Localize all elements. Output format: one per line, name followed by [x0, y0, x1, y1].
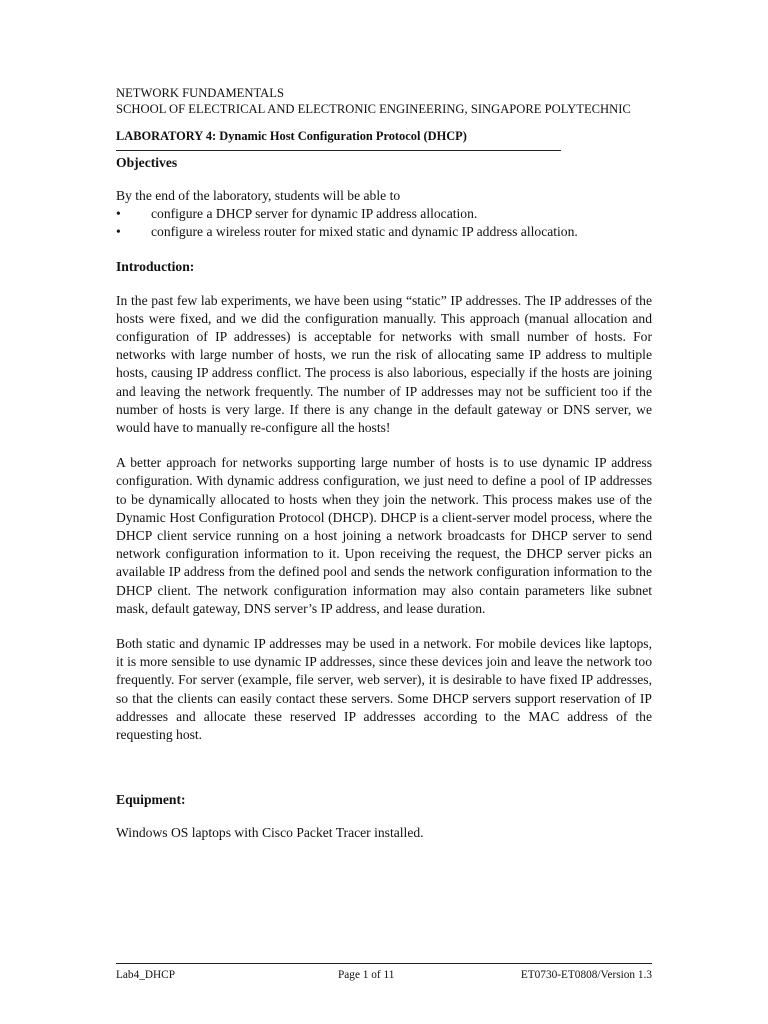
document-page: [116, 86, 652, 842]
objectives-intro: By the end of the laboratory, students will be able to: [116, 188, 401, 203]
lab-title: LABORATORY 4: Dynamic Host Configuration Protocol (DHCP): [116, 129, 467, 143]
equipment-text: Windows OS laptops with Cisco Packet Tracer installed.: [116, 825, 424, 841]
footer-filename: Lab4_DHCP: [116, 969, 175, 981]
intro-paragraph-2: A better approach for networks supporting large number of hosts is to use dynamic IP address configuration. With dynamic address configuration, we just need to define a pool of IP addresses to be dynamically allocated to hosts when they join the network. This process makes use of the Dynamic Host Configuration Protocol (DHCP). DHCP is a client-server model process, where the DHCP client service running on a host joining a network broadcasts for DHCP server to send network configuration information to it. Upon receiving the request, the DHCP server picks an available IP address from the defined pool and sends the network configuration information to the DHCP client. The network configuration information may also contain parameters like subnet mask, default gateway, DNS server’s IP address, and lease duration.: [116, 455, 652, 616]
course-title: NETWORK FUNDAMENTALS: [116, 86, 284, 100]
objectives-list: [116, 205, 652, 241]
objectives-heading: Objectives: [116, 155, 178, 170]
footer-version: ET0730-ET0808/Version 1.3: [520, 969, 652, 981]
introduction-heading: Introduction:: [116, 258, 195, 274]
intro-paragraph-3: Both static and dynamic IP addresses may be used in a network. For mobile devices like laptops, it is more sensible to use dynamic IP addresses, since these devices join and leave the network too frequently. For server (example, file server, web server), it is desirable to have fixed IP addresses, so that the clients can easily contact these servers. Some DHCP servers support reservation of IP addresses and allocate these reserved IP addresses according to the MAC address of the requesting host.: [116, 636, 652, 743]
list-item: [116, 223, 652, 241]
list-item: [116, 205, 652, 223]
title-divider: [116, 150, 561, 151]
bullet: •: [116, 206, 121, 222]
bullet: •: [116, 224, 121, 240]
objective-text: configure a wireless router for mixed static and dynamic IP address allocation.: [151, 224, 578, 240]
footer-page-number: Page 1 of 11: [338, 969, 395, 981]
page-footer: [116, 963, 652, 981]
equipment-heading: Equipment:: [116, 792, 186, 808]
school-name: SCHOOL OF ELECTRICAL AND ELECTRONIC ENGINEERING, SINGAPORE POLYTECHNIC: [116, 101, 631, 116]
objective-text: configure a DHCP server for dynamic IP address allocation.: [151, 206, 478, 222]
intro-paragraph-1: In the past few lab experiments, we have been using “static” IP addresses. The IP addresses of the hosts were fixed, and we did the configuration manually. This approach (manual allocation and configuration of IP addresses) is acceptable for networks with small number of hosts. For networks with large number of hosts, we run the risk of allocating same IP address to multiple hosts, causing IP address conflict. The process is also laborious, especially if the hosts are joining and leaving the network frequently. The number of IP addresses may not be sufficient too if the number of hosts is very large. If there is any change in the default gateway or DNS server, we would have to manually re-configure all the hosts!: [116, 292, 652, 436]
